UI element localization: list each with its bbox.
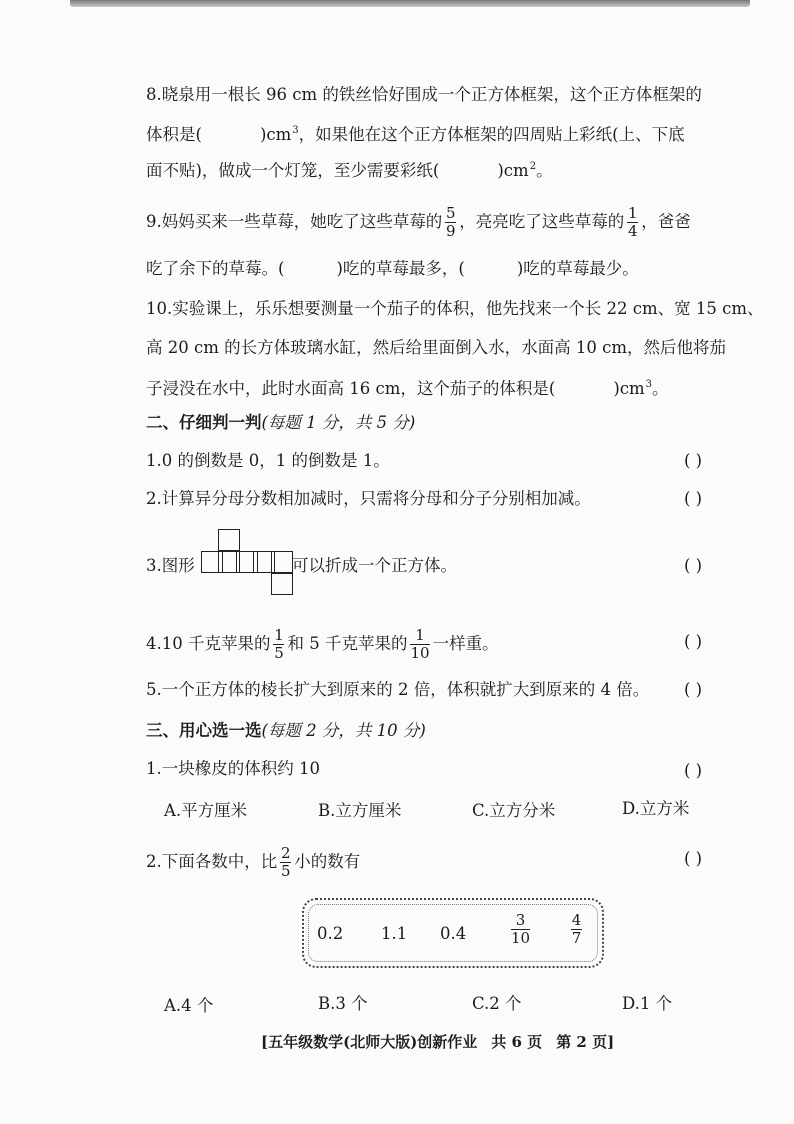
fraction-1-5: $\frac{1}{5}$ (274, 626, 284, 662)
box-number-0-2: 0.2 (317, 924, 344, 943)
choose-1-option-a[interactable]: A.平方厘米 (164, 801, 248, 820)
box-fraction-3-10: $\frac{3}{10}$ (511, 911, 531, 947)
answer-paren[interactable]: ( ) (684, 849, 703, 868)
q10-line1: 10.实验课上，乐乐想要测量一个茄子的体积，他先找来一个长 22 cm、宽 15 cm、 (146, 299, 764, 318)
answer-paren[interactable]: ( ) (684, 556, 703, 575)
q10-line3: 子浸没在水中，此时水面高 16 cm，这个茄子的体积是( )$cm^3$。 (146, 379, 669, 398)
q8-line2: 体积是( )$cm^3$，如果他在这个正方体框架的四周贴上彩纸(上、下底 (146, 125, 685, 144)
section3-title: 三、用心选一选(每题 2 分，共 10 分) (146, 721, 426, 740)
choose-2-option-d[interactable]: D.1 个 (622, 994, 673, 1013)
judge-2: 2.计算异分母分数相加减时，只需将分母和分子分别相加减。 (146, 489, 591, 508)
choose-2-stem: 2.下面各数中，比 $\frac{2}{5}$ 小的数有 (146, 844, 361, 880)
page-footer: [五年级数学(北师大版)创新作业 共 6 页 第 2 页] (261, 1033, 615, 1051)
choose-2-option-a[interactable]: A.4 个 (164, 996, 214, 1015)
q9-line1: 9.妈妈买来一些草莓，她吃了这些草莓的 $\frac{5}{9}$ ，亮亮吃了这些草莓的 $\frac{1}{4}$ ，爸爸 (146, 204, 691, 240)
choose-1-option-b[interactable]: B.立方厘米 (318, 801, 402, 820)
scan-edge (70, 0, 750, 7)
answer-paren[interactable]: ( ) (684, 451, 703, 470)
q8-line3: 面不贴)，做成一个灯笼，至少需要彩纸( )$cm^2$。 (146, 161, 553, 180)
answer-paren[interactable]: ( ) (684, 489, 703, 508)
choose-2-option-b[interactable]: B.3 个 (318, 994, 368, 1013)
q9-line2: 吃了余下的草莓。( )吃的草莓最多，( )吃的草莓最少。 (146, 259, 639, 278)
choose-1-stem: 1.一块橡皮的体积约 10 (146, 759, 320, 778)
fraction-2-5: $\frac{2}{5}$ (280, 844, 291, 880)
judge-1: 1.0 的倒数是 0，1 的倒数是 1。 (146, 451, 390, 470)
fraction-1-10: $\frac{1}{10}$ (410, 626, 430, 662)
fraction-1-4: $\frac{1}{4}$ (627, 204, 638, 240)
q8-line1: 8.晓泉用一根长 96 cm 的铁丝恰好围成一个正方体框架，这个正方体框架的 (146, 85, 702, 104)
section2-title: 二、仔细判一判(每题 1 分，共 5 分) (146, 413, 416, 432)
choose-2-option-c[interactable]: C.2 个 (472, 994, 522, 1013)
fraction-5-9: $\frac{5}{9}$ (445, 204, 456, 240)
answer-paren[interactable]: ( ) (684, 761, 703, 780)
box-number-1-1: 1.1 (381, 924, 408, 943)
box-fraction-4-7: $\frac{4}{7}$ (571, 911, 582, 947)
q10-line2: 高 20 cm 的长方体玻璃水缸，然后给里面倒入水，水面高 10 cm，然后他将茄 (146, 338, 726, 357)
judge-4: 4.10 千克苹果的 $\frac{1}{5}$ 和 5 千克苹果的 $\frac{1}{10}$ 一样重。 (146, 626, 499, 662)
box-number-0-4: 0.4 (440, 924, 467, 943)
answer-paren[interactable]: ( ) (684, 632, 703, 651)
answer-paren[interactable]: ( ) (684, 680, 703, 699)
cube-net-figure (201, 529, 295, 597)
judge-3-a: 3.图形 (146, 556, 195, 575)
judge-3-b: 可以折成一个正方体。 (292, 556, 457, 575)
judge-5: 5.一个正方体的棱长扩大到原来的 2 倍，体积就扩大到原来的 4 倍。 (146, 680, 650, 699)
choose-1-option-c[interactable]: C.立方分米 (472, 801, 556, 820)
choose-1-option-d[interactable]: D.立方米 (622, 799, 690, 818)
